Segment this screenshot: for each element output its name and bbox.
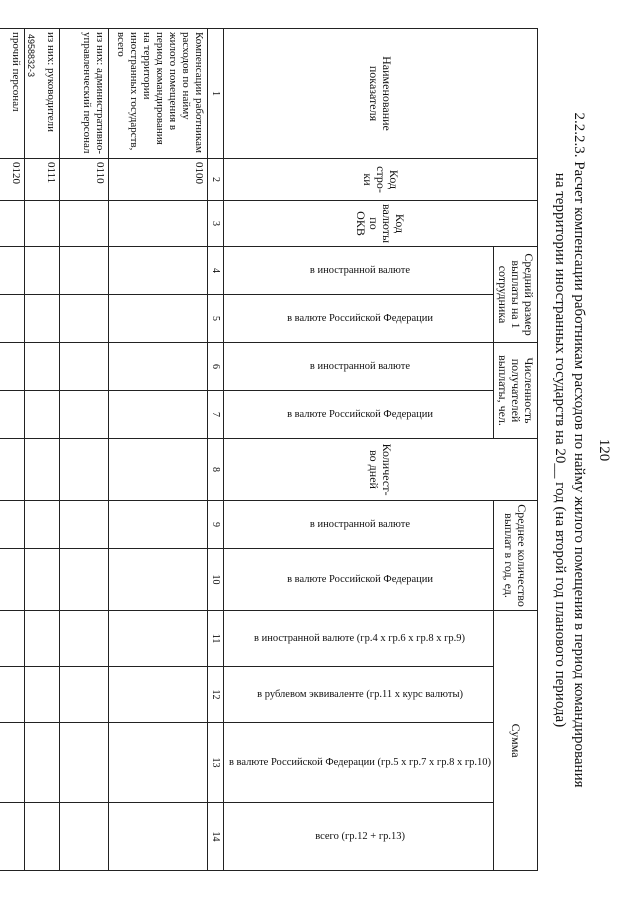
- header-row-1: [494, 29, 538, 871]
- column-number: 12: [207, 667, 223, 723]
- column-number: 8: [207, 439, 223, 501]
- column-number: 13: [207, 723, 223, 803]
- data-cell[interactable]: [108, 611, 207, 667]
- data-cell[interactable]: [24, 803, 59, 871]
- header-currency-code: Код валюты по ОКВ: [223, 201, 537, 247]
- header-recipients: Численность получателей выплаты, чел.: [494, 343, 538, 439]
- data-cell[interactable]: [108, 295, 207, 343]
- data-cell[interactable]: [0, 611, 24, 667]
- header-recipients-foreign: в иностранной валюте: [309, 360, 411, 372]
- row-name: из них: административно-управленческий персонал: [59, 29, 108, 159]
- data-cell[interactable]: [108, 247, 207, 295]
- data-cell[interactable]: [24, 723, 59, 803]
- column-number: 5: [207, 295, 223, 343]
- header-sum: Сумма: [494, 611, 538, 871]
- header-avg-foreign: в иностранной валюте: [309, 264, 411, 276]
- data-cell[interactable]: [59, 501, 108, 549]
- data-cell[interactable]: [0, 391, 24, 439]
- data-cell[interactable]: [108, 391, 207, 439]
- data-cell[interactable]: [59, 667, 108, 723]
- column-number: 1: [207, 29, 223, 159]
- data-cell[interactable]: [59, 723, 108, 803]
- data-cell[interactable]: [24, 611, 59, 667]
- column-number: 4: [207, 247, 223, 295]
- data-cell[interactable]: [0, 201, 24, 247]
- data-cell[interactable]: [59, 439, 108, 501]
- row-code: 0110: [59, 159, 108, 201]
- header-count-foreign: в иностранной валюте: [309, 518, 411, 530]
- data-cell[interactable]: [108, 343, 207, 391]
- data-cell[interactable]: [108, 201, 207, 247]
- header-line-code: Код стро-ки: [223, 159, 537, 201]
- title-line-1: 2.2.2.3. Расчет компенсации работникам расходов по найму жилого помещения в период командирования: [571, 112, 587, 788]
- column-number: 6: [207, 343, 223, 391]
- row-code: 0111: [24, 159, 59, 201]
- header-days: Количест-во дней: [223, 439, 537, 501]
- data-cell[interactable]: [59, 295, 108, 343]
- header-sum-rub-equiv: в рублевом эквиваленте (гр.11 х курс валюты): [257, 688, 463, 700]
- data-cell[interactable]: [108, 803, 207, 871]
- row-name: прочий персонал: [0, 29, 24, 159]
- data-cell[interactable]: [59, 247, 108, 295]
- header-avg-payment: Средний размер выплаты на 1 сотрудника: [494, 247, 538, 343]
- title-line-2: на территории иностранных государств на 20__ год (на второй год планового периода): [552, 172, 568, 728]
- data-cell[interactable]: [108, 439, 207, 501]
- data-cell[interactable]: [59, 343, 108, 391]
- data-cell[interactable]: [0, 501, 24, 549]
- calculation-table: [0, 28, 538, 871]
- data-cell[interactable]: [0, 667, 24, 723]
- table-row: [24, 29, 59, 871]
- data-cell[interactable]: [108, 549, 207, 611]
- column-number: 14: [207, 803, 223, 871]
- document-page: [9, 20, 620, 880]
- data-cell[interactable]: [108, 501, 207, 549]
- header-avg-rub: в валюте Российской Федерации: [287, 312, 433, 324]
- document-code: 4958832-3: [26, 34, 36, 78]
- table-row: [108, 29, 207, 871]
- data-cell[interactable]: [24, 295, 59, 343]
- column-number: 9: [207, 501, 223, 549]
- data-cell[interactable]: [0, 723, 24, 803]
- data-cell[interactable]: [0, 803, 24, 871]
- header-sum-foreign: в иностранной валюте (гр.4 х гр.6 х гр.8 х гр.9): [254, 632, 466, 644]
- data-cell[interactable]: [59, 549, 108, 611]
- page-number: 120: [596, 438, 612, 462]
- data-cell[interactable]: [24, 501, 59, 549]
- data-cell[interactable]: [24, 549, 59, 611]
- data-cell[interactable]: [0, 549, 24, 611]
- header-sum-federation: в валюте Российской Федерации (гр.5 х гр.7 х гр.8 х гр.10): [228, 756, 491, 768]
- data-cell[interactable]: [24, 247, 59, 295]
- data-cell[interactable]: [24, 343, 59, 391]
- header-avg-count: Среднее количество выплат в год, ед.: [494, 501, 538, 611]
- column-number: 2: [207, 159, 223, 201]
- data-cell[interactable]: [108, 723, 207, 803]
- data-cell[interactable]: [0, 439, 24, 501]
- data-cell[interactable]: [59, 201, 108, 247]
- data-cell[interactable]: [108, 667, 207, 723]
- table-row: [59, 29, 108, 871]
- section-title: [550, 80, 588, 820]
- row-code: 0120: [0, 159, 24, 201]
- column-number: 7: [207, 391, 223, 439]
- data-cell[interactable]: [59, 391, 108, 439]
- header-sum-total: всего (гр.12 + гр.13): [315, 830, 405, 842]
- row-name: Компенсации работникам расходов по найму жилого помещения в период командирования на территории иностранных государств, всего: [108, 29, 207, 159]
- data-cell[interactable]: [24, 201, 59, 247]
- data-cell[interactable]: [24, 439, 59, 501]
- data-cell[interactable]: [0, 295, 24, 343]
- column-number: 3: [207, 201, 223, 247]
- data-cell[interactable]: [0, 247, 24, 295]
- header-count-rub: в валюте Российской Федерации: [287, 573, 433, 585]
- column-numbers-row: [207, 29, 223, 871]
- header-recipients-rub: в валюте Российской Федерации: [287, 408, 433, 420]
- row-name: из них: руководители: [24, 29, 59, 159]
- data-cell[interactable]: [0, 343, 24, 391]
- row-code: 0100: [108, 159, 207, 201]
- table-row: [0, 29, 24, 871]
- data-cell[interactable]: [59, 803, 108, 871]
- column-number: 11: [207, 611, 223, 667]
- data-cell[interactable]: [24, 667, 59, 723]
- column-number: 10: [207, 549, 223, 611]
- data-cell[interactable]: [24, 391, 59, 439]
- header-name: Наименование показателя: [223, 29, 537, 159]
- data-cell[interactable]: [59, 611, 108, 667]
